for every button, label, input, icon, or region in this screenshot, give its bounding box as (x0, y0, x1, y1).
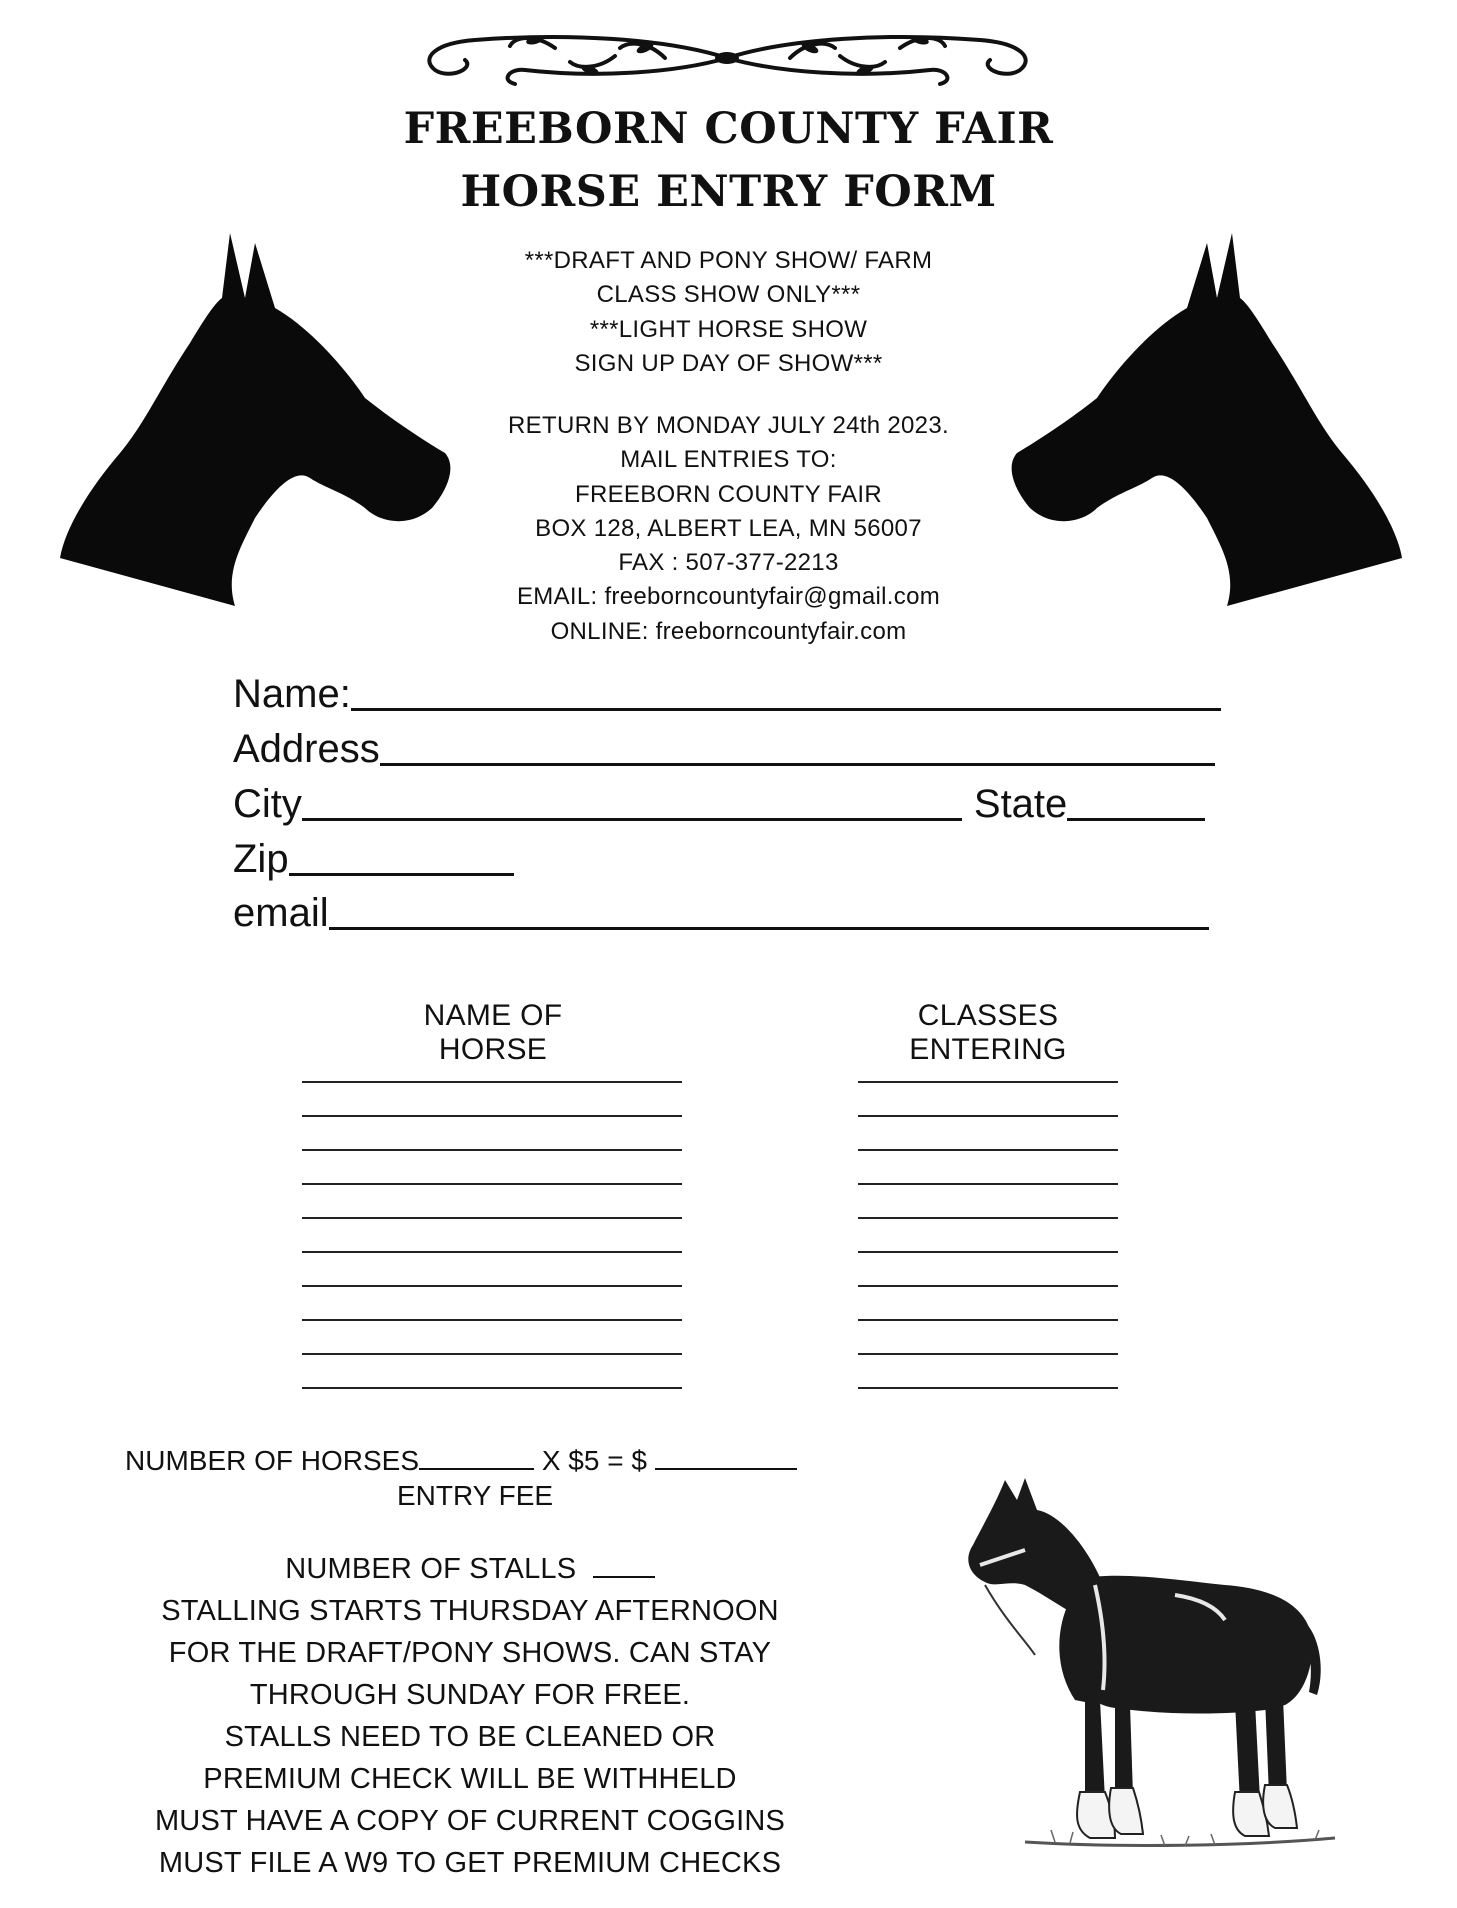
horse-head-left-icon (60, 228, 455, 608)
fax-number: FAX : 507-377-2213 (618, 549, 839, 577)
class-line[interactable] (858, 1115, 1118, 1117)
zip-blank[interactable] (289, 833, 514, 876)
city-state-field[interactable] (233, 775, 1205, 827)
email-address: EMAIL: freeborncountyfair@gmail.com (516, 583, 941, 611)
horse-name-line[interactable] (302, 1387, 682, 1389)
horse-name-line[interactable] (302, 1285, 682, 1287)
fee-total-blank[interactable] (655, 1440, 797, 1470)
name-blank[interactable] (351, 668, 1221, 711)
zip-field[interactable] (233, 830, 514, 882)
contact-info (430, 409, 1027, 649)
horse-head-right-icon (1007, 228, 1402, 608)
stalls-line: THROUGH SUNDAY FOR FREE. (249, 1679, 691, 1711)
stalls-line: FOR THE DRAFT/PONY SHOWS. CAN STAY (168, 1637, 772, 1669)
class-line[interactable] (858, 1353, 1118, 1355)
number-of-stalls-blank[interactable] (593, 1550, 655, 1578)
horse-name-header: NAME OF HORSE (423, 999, 563, 1066)
address-blank[interactable] (380, 723, 1215, 766)
horse-name-line[interactable] (302, 1183, 682, 1185)
class-line[interactable] (858, 1387, 1118, 1389)
stalls-line: STALLING STARTS THURSDAY AFTERNOON (161, 1595, 779, 1627)
email-field[interactable] (233, 884, 1209, 936)
stalls-info (130, 1548, 810, 1884)
classes-header: CLASSES ENTERING (909, 999, 1067, 1066)
show-notice (430, 244, 1027, 381)
class-line[interactable] (858, 1285, 1118, 1287)
number-of-horses-blank[interactable] (419, 1440, 534, 1470)
mail-address: BOX 128, ALBERT LEA, MN 56007 (535, 514, 922, 542)
number-of-stalls-label: NUMBER OF STALLS (285, 1553, 577, 1585)
city-blank[interactable] (302, 778, 962, 821)
website: ONLINE: freeborncountyfair.com (550, 617, 907, 645)
class-line[interactable] (858, 1319, 1118, 1321)
horse-name-line[interactable] (302, 1319, 682, 1321)
notice-line: ***DRAFT AND PONY SHOW/ FARM (524, 247, 933, 274)
horse-name-line[interactable] (302, 1149, 682, 1151)
class-line[interactable] (858, 1183, 1118, 1185)
horse-name-line[interactable] (302, 1081, 682, 1083)
entry-fee-calc (125, 1440, 797, 1477)
email-blank[interactable] (329, 887, 1209, 930)
entry-fee-label: ENTRY FEE (396, 1480, 554, 1511)
number-of-stalls (130, 1548, 810, 1590)
email-label: email (233, 891, 329, 935)
name-label: Name: (233, 672, 351, 716)
return-date: RETURN BY MONDAY JULY 24th 2023. (508, 412, 949, 439)
stalls-line: MUST FILE A W9 TO GET PREMIUM CHECKS (158, 1847, 782, 1879)
zip-label: Zip (233, 837, 289, 881)
stalls-line: STALLS NEED TO BE CLEANED OR (224, 1721, 716, 1753)
class-line[interactable] (858, 1081, 1118, 1083)
notice-line: ***LIGHT HORSE SHOW (589, 315, 868, 343)
city-label: City (233, 782, 302, 826)
state-blank[interactable] (1067, 778, 1205, 821)
number-of-horses-label: NUMBER OF HORSES (125, 1445, 420, 1476)
horse-name-line[interactable] (302, 1115, 682, 1117)
ornament-flourish (415, 18, 1040, 98)
stalls-line: MUST HAVE A COPY OF CURRENT COGGINS (154, 1805, 786, 1837)
form-title-line2: HORSE ENTRY FORM (460, 167, 997, 217)
horse-name-line[interactable] (302, 1353, 682, 1355)
horse-name-line[interactable] (302, 1217, 682, 1219)
address-field[interactable] (233, 720, 1215, 772)
class-line[interactable] (858, 1251, 1118, 1253)
fee-multiplier: X $5 = $ (541, 1445, 647, 1476)
address-label: Address (233, 727, 380, 771)
form-title-line1: FREEBORN COUNTY FAIR (403, 104, 1054, 154)
notice-line: SIGN UP DAY OF SHOW*** (574, 349, 883, 377)
stalls-line: PREMIUM CHECK WILL BE WITHHELD (203, 1763, 737, 1795)
class-line[interactable] (858, 1149, 1118, 1151)
name-field[interactable] (233, 665, 1221, 717)
state-label: State (973, 782, 1068, 826)
mail-entries-label: MAIL ENTRIES TO: (620, 446, 837, 474)
notice-line: CLASS SHOW ONLY*** (596, 281, 861, 309)
mail-org-name: FREEBORN COUNTY FAIR (575, 480, 882, 508)
class-line[interactable] (858, 1217, 1118, 1219)
draft-horse-illustration (925, 1470, 1345, 1865)
horse-name-line[interactable] (302, 1251, 682, 1253)
